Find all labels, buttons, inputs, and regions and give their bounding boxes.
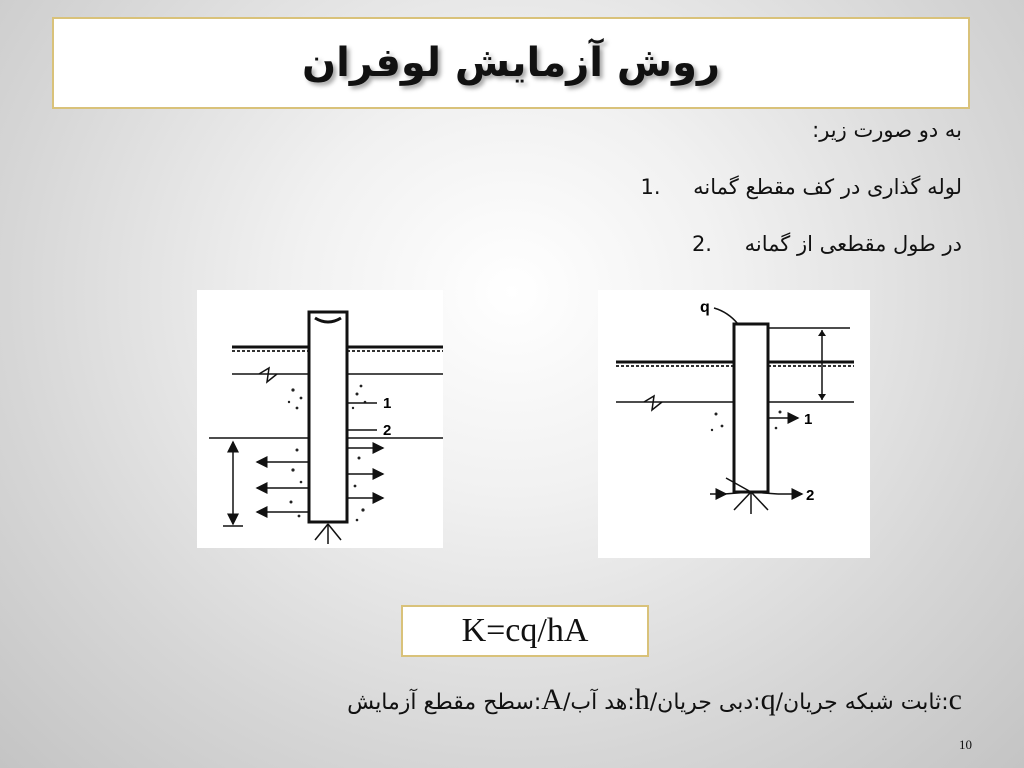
legend-c-text: :ثابت شبکه جریان/	[775, 690, 949, 715]
list-item	[640, 175, 962, 199]
list-item-number: 1.	[640, 175, 661, 199]
legend-q-text: :دبی جریان/	[649, 690, 761, 715]
title-box	[52, 17, 970, 109]
legend	[347, 683, 962, 717]
legend-h-symbol: h	[634, 683, 650, 716]
label-2: 2	[383, 422, 392, 439]
legend-a-symbol: A	[541, 683, 563, 716]
figure-section-test	[197, 290, 443, 548]
label-1: 1	[804, 411, 813, 428]
formula-box	[401, 605, 649, 657]
legend-q-symbol: q	[760, 683, 776, 716]
legend-h-text: :هد آب/	[562, 690, 635, 715]
list-item-text: لوله گذاری در کف مقطع گمانه	[693, 175, 962, 199]
borehole-diagram-bottom	[598, 290, 870, 558]
list-item-number: 2.	[691, 232, 712, 256]
legend-a-text: :سطح مقطع آزمایش	[347, 690, 542, 715]
list-item	[692, 232, 962, 256]
legend-c-symbol: c	[948, 683, 962, 716]
page-number: 10	[959, 737, 972, 752]
figure-bottom-test	[598, 290, 870, 558]
formula: K=cq/hA	[461, 612, 589, 649]
label-1: 1	[383, 395, 392, 412]
borehole-diagram-section	[197, 290, 443, 548]
label-2: 2	[806, 487, 815, 504]
slide-title: روش آزمایش لوفران	[301, 40, 721, 86]
list-item-text: در طول مقطعی از گمانه	[744, 232, 962, 256]
intro-text: به دو صورت زیر:	[812, 118, 962, 142]
label-q: q	[700, 299, 710, 316]
